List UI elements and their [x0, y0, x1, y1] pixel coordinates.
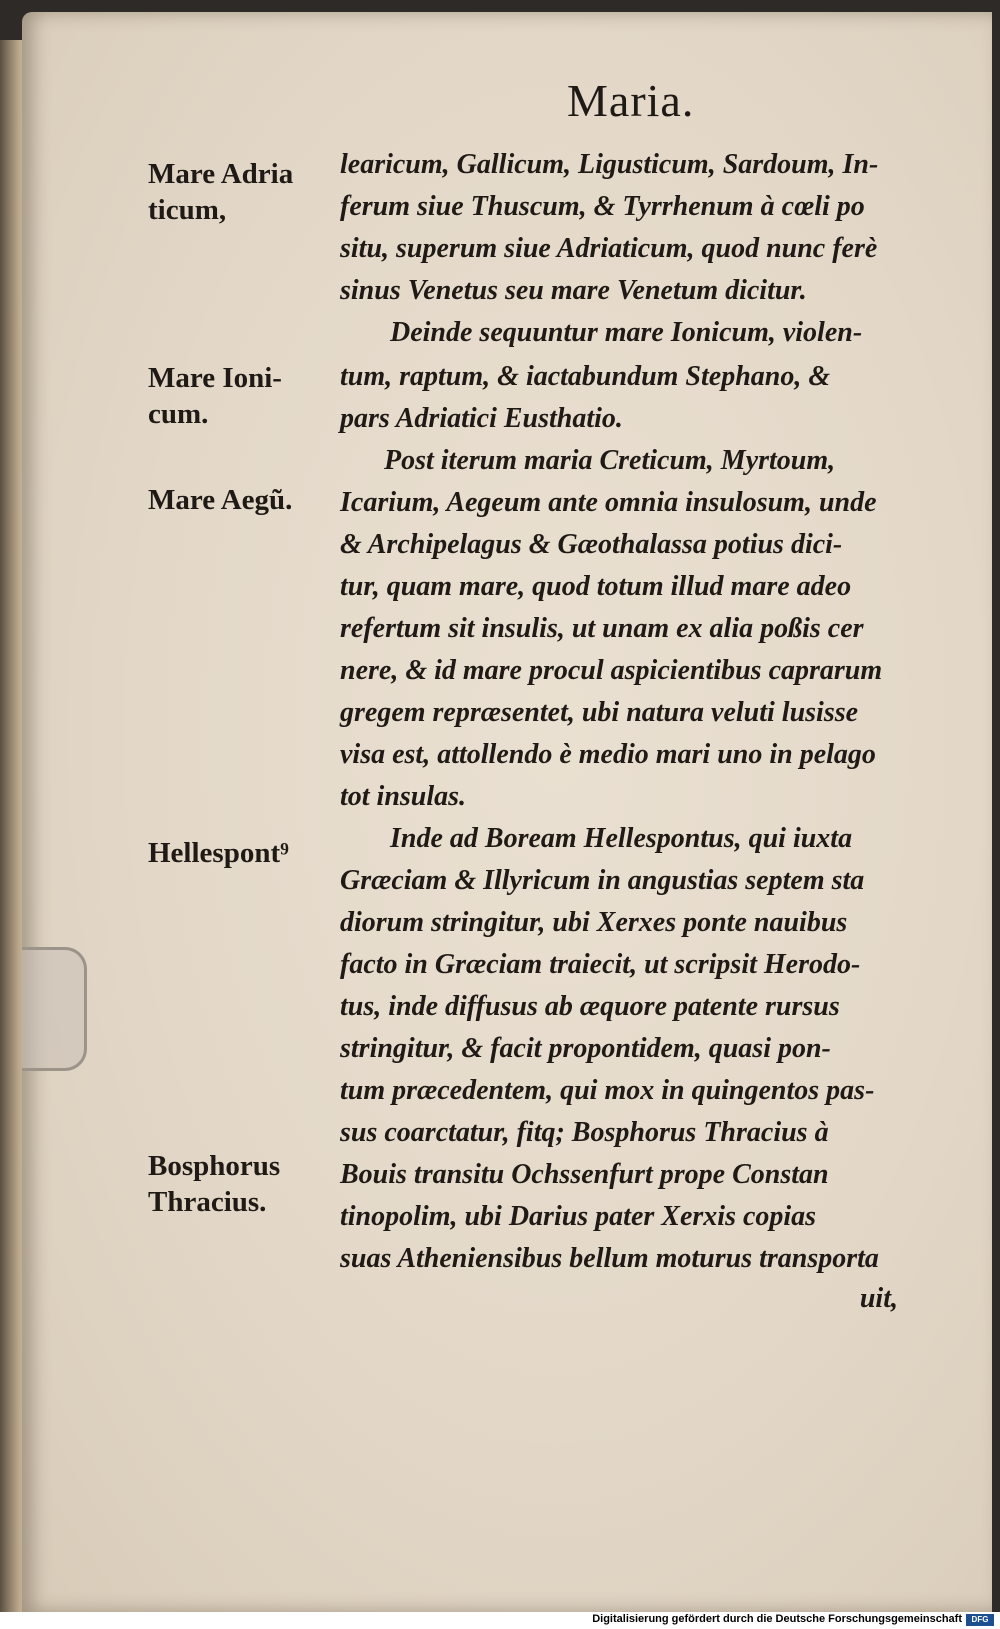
body-line: visa est, attollendo è medio mari uno in pelago: [340, 739, 876, 770]
page-heading: Maria.: [567, 75, 695, 126]
footer-credit: Digitalisierung gefördert durch die Deutsche Forschungsgemeinschaft: [592, 1613, 962, 1625]
body-line: tinopolim, ubi Darius pater Xerxis copias: [340, 1201, 817, 1232]
body-line: situ, superum siue Adriaticum, quod nunc ferè: [340, 233, 878, 264]
body-line: Deinde sequuntur mare Ionicum, violen-: [390, 317, 863, 348]
body-line: diorum stringitur, ubi Xerxes ponte nauibus: [340, 907, 848, 938]
body-line: suas Atheniensibus bellum moturus transporta: [340, 1243, 879, 1274]
margin-note-line: Hellespont⁹: [148, 837, 289, 869]
body-line: pars Adriatici Eusthatio.: [340, 403, 623, 434]
body-line: tum, raptum, & iactabundum Stephano, &: [340, 361, 831, 392]
body-line: Post iterum maria Creticum, Myrtoum,: [384, 445, 836, 476]
body-line: ferum siue Thuscum, & Tyrrhenum à cœli po: [340, 191, 865, 222]
body-line: tum præcedentem, qui mox in quingentos pas-: [340, 1075, 875, 1106]
body-line: sus coarctatur, fitq; Bosphorus Thracius à: [340, 1117, 829, 1148]
dfg-logo-icon: DFG: [966, 1614, 994, 1626]
body-line: learicum, Gallicum, Ligusticum, Sardoum, In-: [340, 149, 879, 180]
margin-note-line: Mare Ioni-: [148, 362, 282, 394]
body-line: Bouis transitu Ochssenfurt prope Constan: [340, 1159, 829, 1190]
body-line: tus, inde diffusus ab æquore patente rursus: [340, 991, 840, 1022]
body-line: & Archipelagus & Gæothalassa potius dici-: [340, 529, 843, 560]
body-line: nere, & id mare procul aspicientibus caprarum: [340, 655, 883, 686]
body-line: Inde ad Boream Hellespontus, qui iuxta: [390, 823, 853, 854]
footer-bar: [0, 1612, 1000, 1629]
body-line: tur, quam mare, quod totum illud mare adeo: [340, 571, 852, 602]
body-line: Græciam & Illyricum in angustias septem sta: [340, 865, 865, 896]
margin-note-line: ticum,: [148, 194, 227, 226]
page-clip: [22, 947, 87, 1071]
body-line: gregem repræsentet, ubi natura veluti lusisse: [340, 697, 859, 728]
book-page: [22, 12, 992, 1612]
margin-note-line: Thracius.: [148, 1186, 267, 1218]
body-line: stringitur, & facit propontidem, quasi pon-: [340, 1033, 831, 1064]
margin-note-line: cum.: [148, 398, 209, 430]
body-line: sinus Venetus seu mare Venetum dicitur.: [340, 275, 807, 306]
body-line: refertum sit insulis, ut unam ex alia poßis cer: [340, 613, 864, 644]
catchword: uit,: [859, 1283, 898, 1314]
body-line: Icarium, Aegeum ante omnia insulosum, unde: [340, 487, 877, 518]
body-line: tot insulas.: [340, 781, 467, 812]
body-line: facto in Græciam traiecit, ut scripsit Herodo-: [340, 949, 861, 980]
margin-note-line: Mare Aegũ.: [148, 484, 293, 516]
margin-note-line: Mare Adria: [148, 158, 294, 190]
margin-note-line: Bosphorus: [148, 1150, 281, 1182]
